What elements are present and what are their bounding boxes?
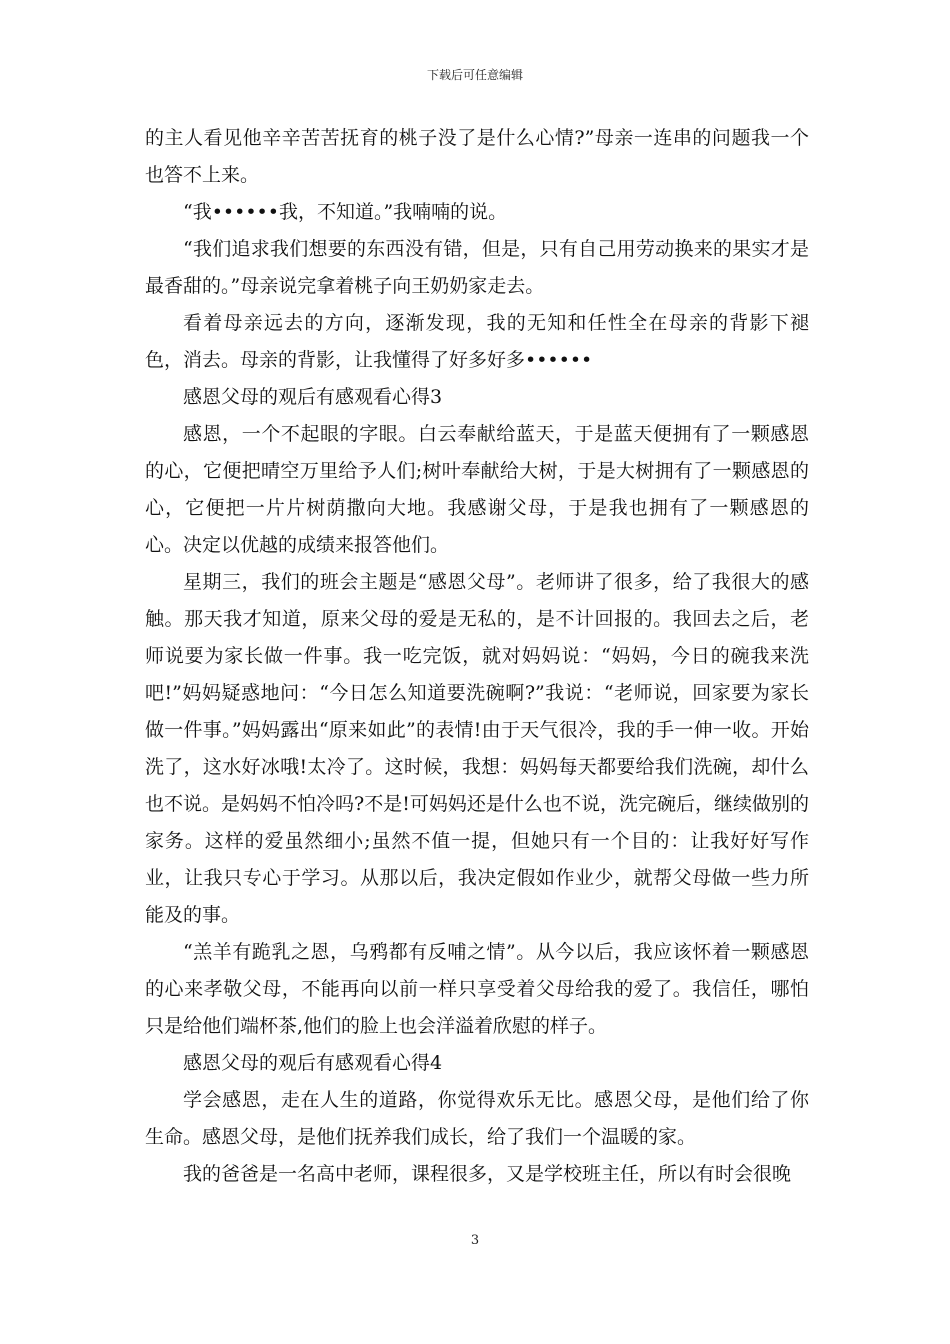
paragraph: “我••••••我，不知道。”我喃喃的说。 bbox=[183, 201, 508, 223]
paragraph: 星期三，我们的班会主题是“感恩父母”。老师讲了很多，给了我很大的感触。那天我才知道，原来父母的爱是无私的，是不计回报的。我回去之后，老师说要为家长做一件事。我一吃完饭，就对妈妈说：“妈妈，今日的碗我来洗吧!”妈妈疑惑地问：“今日怎么知道要洗碗啊?”我说：“老师说，回家要为家长做一件事。”妈妈露出“原来如此”的表情!由于天气很冷，我的手一伸一收。开始洗了，这水好冰哦!太冷了。这时候，我想：妈妈每天都要给我们洗碗，却什么也不说。是妈妈不怕冷吗?不是!可妈妈还是什么也不说，洗完碗后，继续做别的家务。这样的爱虽然细小;虽然不值一提，但她只有一个目的：让我好好写作业，让我只专心于学习。从那以后，我决定假如作业少，就帮父母做一些力所能及的事。 bbox=[145, 571, 809, 926]
section-heading: 感恩父母的观后有感观看心得4 bbox=[183, 1052, 443, 1074]
paragraph: 我的爸爸是一名高中老师，课程很多，又是学校班主任，所以有时会很晚 bbox=[183, 1163, 792, 1185]
paragraph: “羔羊有跪乳之恩，乌鸦都有反哺之情”。从今以后，我应该怀着一颗感恩的心来孝敬父母，不能再向以前一样只享受着父母给我的爱了。我信任，哪怕只是给他们端杯茶,他们的脸上也会洋溢着欣慰的样子。 bbox=[145, 941, 809, 1037]
page-header: 下载后可任意编辑 bbox=[426, 68, 523, 82]
section-heading: 感恩父母的观后有感观看心得3 bbox=[183, 386, 443, 408]
paragraph: 学会感恩，走在人生的道路，你觉得欢乐无比。感恩父母，是他们给了你生命。感恩父母，是他们抚养我们成长，给了我们一个温暖的家。 bbox=[145, 1089, 809, 1148]
page-number: 3 bbox=[470, 1233, 480, 1248]
document-body bbox=[145, 120, 809, 1193]
paragraph: 看着母亲远去的方向，逐渐发现，我的无知和任性全在母亲的背影下褪色，消去。母亲的背影，让我懂得了好多好多•••••• bbox=[145, 312, 809, 371]
paragraph: 感恩，一个不起眼的字眼。白云奉献给蓝天，于是蓝天便拥有了一颗感恩的心，它便把晴空万里给予人们;树叶奉献给大树，于是大树拥有了一颗感恩的心，它便把一片片树荫撒向大地。我感谢父母，于是我也拥有了一颗感恩的心。决定以优越的成绩来报答他们。 bbox=[145, 423, 809, 556]
paragraph: 的主人看见他辛辛苦苦抚育的桃子没了是什么心情?”母亲一连串的问题我一个也答不上来。 bbox=[145, 127, 809, 186]
paragraph: “我们追求我们想要的东西没有错，但是，只有自己用劳动换来的果实才是最香甜的。”母亲说完拿着桃子向王奶奶家走去。 bbox=[145, 238, 809, 297]
